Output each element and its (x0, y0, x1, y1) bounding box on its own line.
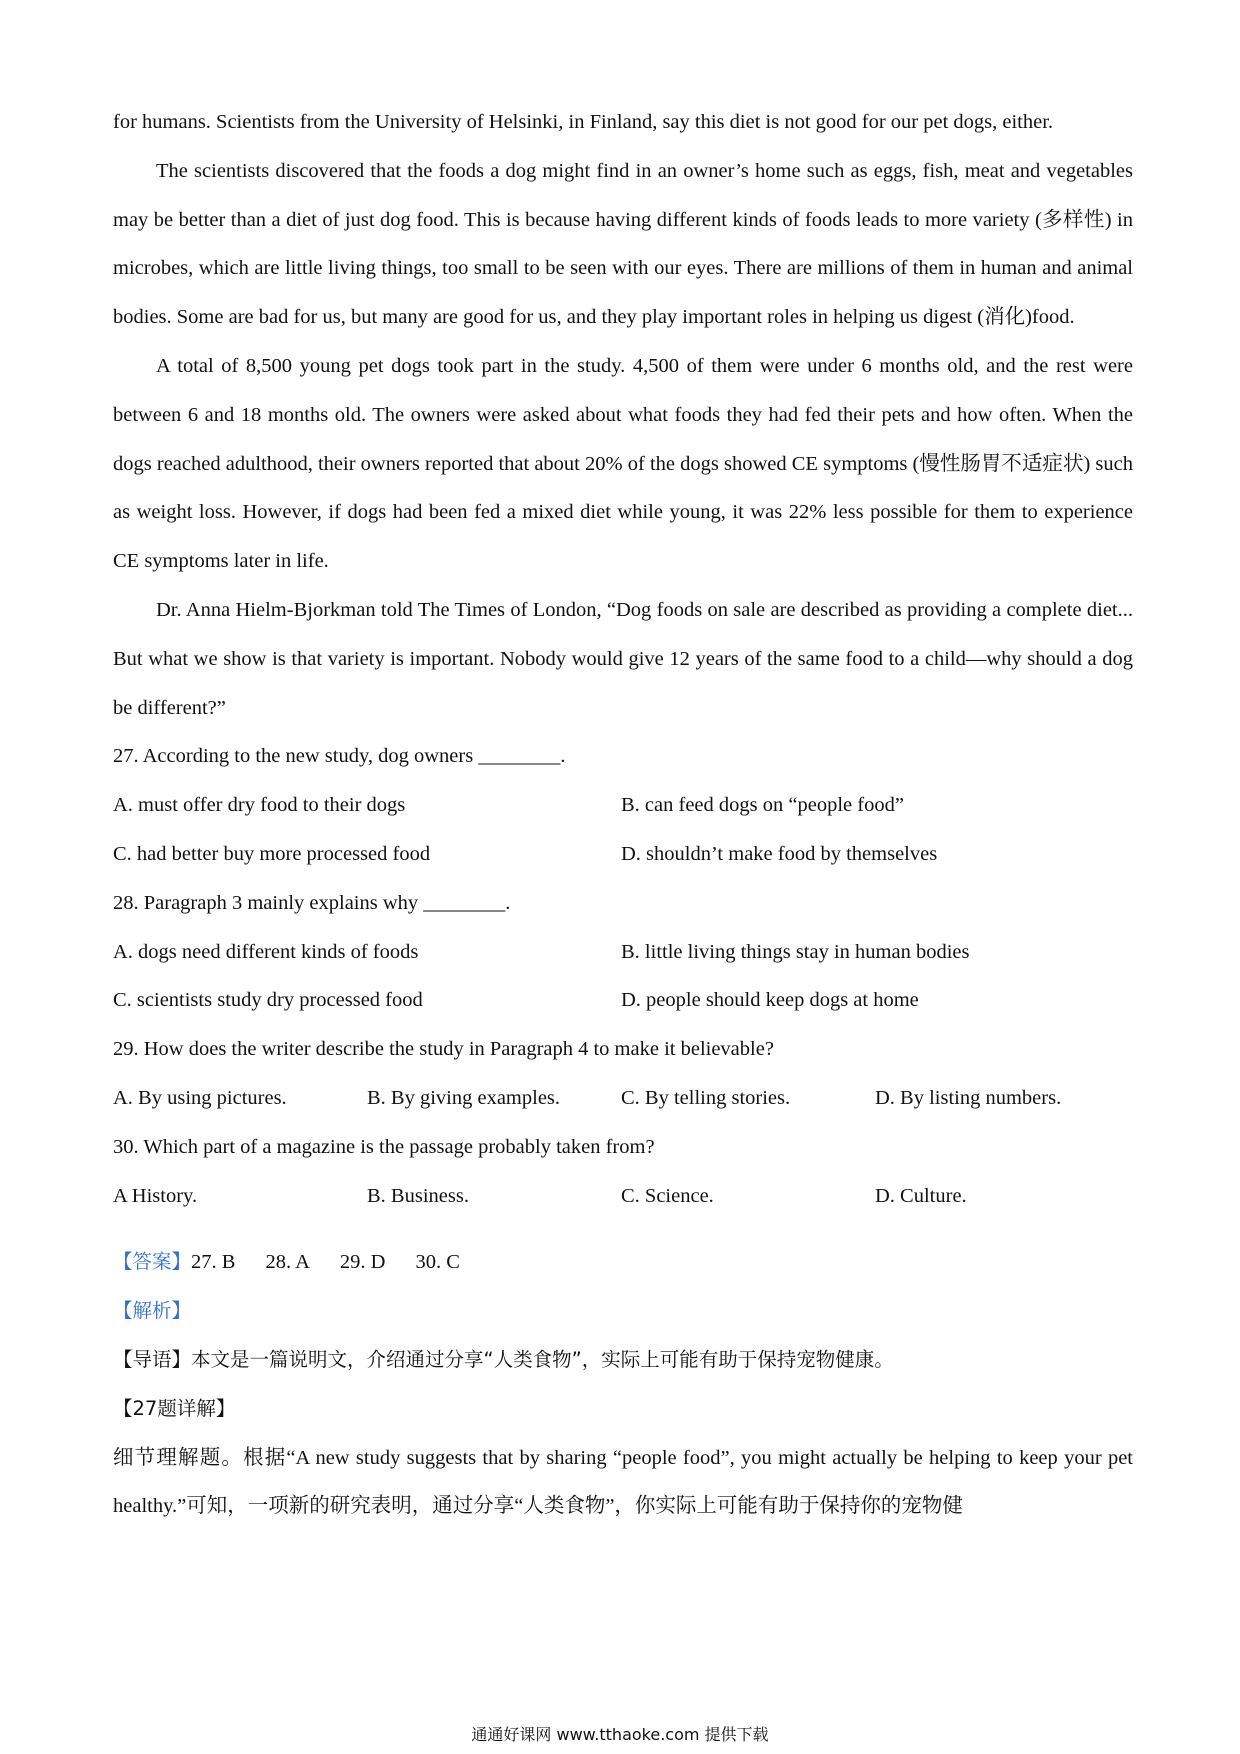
question-27-options-row-2 (113, 830, 1133, 879)
question-29-option-c: C. By telling stories. (621, 1086, 791, 1109)
question-27-option-a: A. must offer dry food to their dogs (113, 794, 406, 817)
page-footer: 通通好课网 www.tthaoke.com 提供下载 (471, 1725, 769, 1744)
question-28-options-row-2 (113, 976, 1133, 1025)
question-28-options-row-1 (113, 928, 1133, 977)
question-29-options-row (113, 1074, 1133, 1123)
question-28-option-c: C. scientists study dry processed food (113, 989, 423, 1012)
question-29-option-d: D. By listing numbers. (875, 1086, 1062, 1109)
paragraph-4: Dr. Anna Hielm-Bjorkman told The Times of London, “Dog foods on sale are described as providing a complete diet... But what we show is that variety is important. Nobody would give 12 years of the same food to a child—why should a dog be different?” (113, 598, 1133, 719)
question-28-option-a: A. dogs need different kinds of foods (113, 940, 419, 963)
intro-line (113, 1336, 1133, 1385)
analysis-tag: 【解析】 (113, 1299, 192, 1323)
answer-30: 30. C (415, 1251, 460, 1274)
page-content (113, 98, 1133, 1531)
answer-tag: 【答案】 (113, 1250, 192, 1274)
answer-27: 27. B (191, 1251, 236, 1274)
question-27-stem: 27. According to the new study, dog owners ________. (113, 745, 566, 768)
intro-tag: 【导语】 (113, 1347, 192, 1371)
q27-detail-text: 细节理解题。根据“A new study suggests that by sharing “people food”, you might actually be helping to keep your pet healthy.”可知，一项新的研究表明，通过分享“人类食物”，你实际上可能有助于保持你的宠物健 (113, 1446, 1133, 1518)
question-28-option-d: D. people should keep dogs at home (621, 989, 919, 1012)
q27-detail-heading (113, 1385, 1133, 1434)
question-30-option-b: B. Business. (367, 1184, 469, 1207)
answer-line (113, 1238, 1133, 1287)
question-30-option-c: C. Science. (621, 1184, 714, 1207)
question-27-option-b: B. can feed dogs on “people food” (621, 794, 904, 817)
answer-29: 29. D (339, 1251, 386, 1274)
question-29-stem: 29. How does the writer describe the study in Paragraph 4 to make it believable? (113, 1038, 774, 1061)
question-29-option-a: A. By using pictures. (113, 1086, 287, 1109)
question-29-option-b: B. By giving examples. (367, 1086, 561, 1109)
q27-detail-tag: 【27题详解】 (113, 1396, 236, 1420)
question-30-stem: 30. Which part of a magazine is the passage probably taken from? (113, 1135, 655, 1158)
question-28-option-b: B. little living things stay in human bodies (621, 940, 970, 963)
question-27-options-row-1 (113, 781, 1133, 830)
paragraph-1-end: for humans. Scientists from the University of Helsinki, in Finland, say this diet is not good for our pet dogs, either. (113, 111, 1054, 133)
question-27-option-d: D. shouldn’t make food by themselves (621, 842, 938, 865)
question-30-option-d: D. Culture. (875, 1184, 967, 1207)
question-30-option-a: A History. (113, 1184, 198, 1207)
paragraph-3: A total of 8,500 young pet dogs took part in the study. 4,500 of them were under 6 months old, and the rest were between 6 and 18 months old. The owners were asked about what foods they had fed their pets and how often. When the dogs reached adulthood, their owners reported that about 20% of the dogs showed CE symptoms (慢性肠胃不适症状) such as weight loss. However, if dogs had been fed a mixed diet while young, it was 22% less possible for them to experience CE symptoms later in life. (113, 354, 1133, 573)
answer-28: 28. A (265, 1251, 310, 1274)
analysis-heading (113, 1287, 1133, 1336)
intro-text: 本文是一篇说明文，介绍通过分享“人类食物”，实际上可能有助于保持宠物健康。 (191, 1347, 894, 1371)
paragraph-2: The scientists discovered that the foods a dog might find in an owner’s home such as eggs, fish, meat and vegetables may be better than a diet of just dog food. This is because having different kinds of foods leads to more variety (多样性) in microbes, which are little living things, too small to be seen with our eyes. There are millions of them in human and animal bodies. Some are bad for us, but many are good for us, and they play important roles in helping us digest (消化)food. (113, 159, 1133, 329)
question-28-stem: 28. Paragraph 3 mainly explains why ________. (113, 891, 511, 914)
question-27-option-c: C. had better buy more processed food (113, 842, 431, 865)
spacer (113, 1220, 1133, 1238)
question-30-options-row (113, 1172, 1133, 1221)
